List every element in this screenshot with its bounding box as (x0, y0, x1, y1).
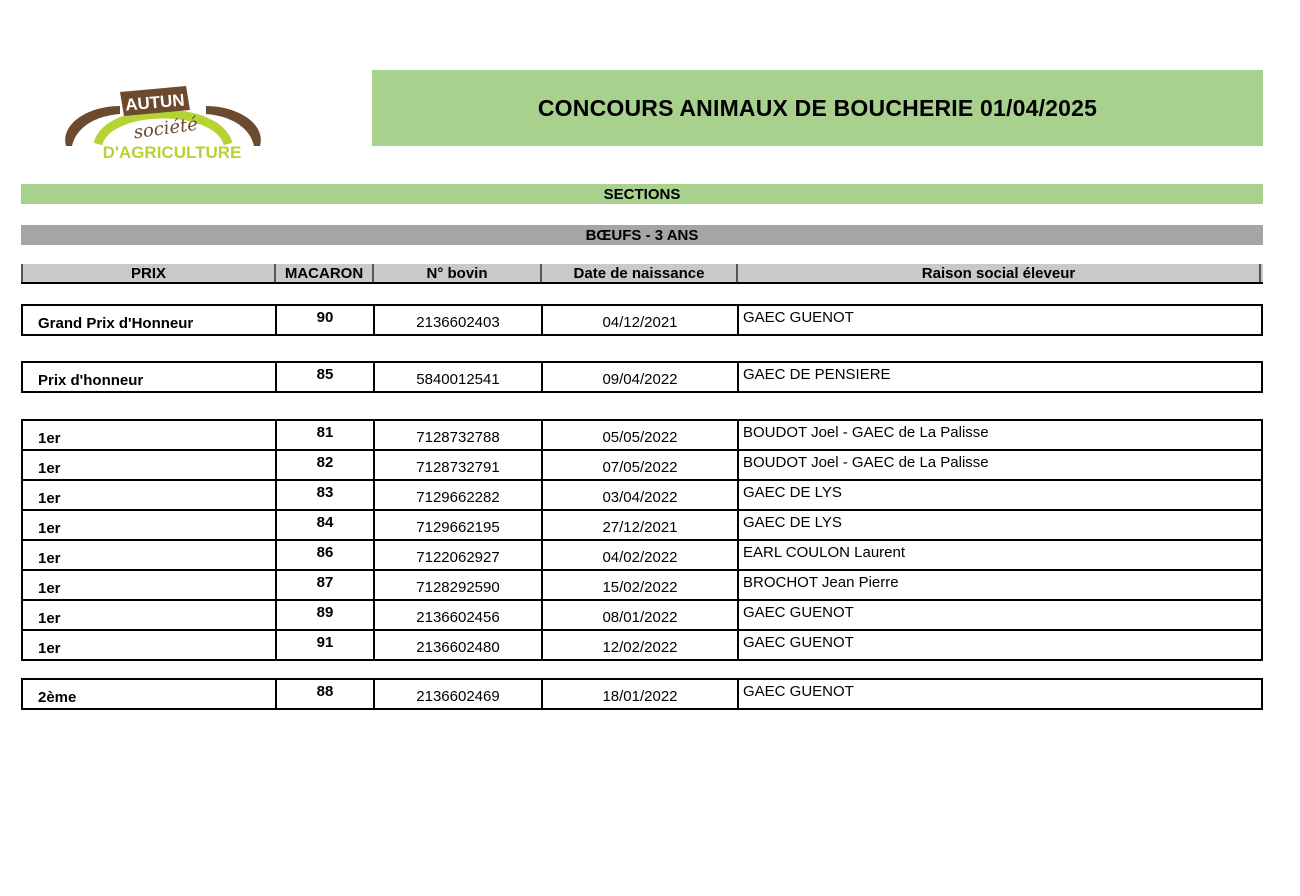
table-row (23, 539, 1261, 569)
category-bar: BŒUFS - 3 ANS (21, 225, 1263, 245)
cell-prix: 2ème (38, 689, 77, 706)
cell-bovin: 2136602480 (373, 631, 541, 659)
cell-date: 05/05/2022 (541, 421, 737, 449)
cell-raison: GAEC GUENOT (737, 680, 1261, 708)
cell-macaron: 83 (275, 481, 373, 509)
cell-date: 12/02/2022 (541, 631, 737, 659)
cell-raison: GAEC DE PENSIERE (737, 363, 1261, 391)
result-group (21, 361, 1263, 393)
header-raison: Raison social éleveur (736, 264, 1261, 282)
table-row (23, 509, 1261, 539)
cell-macaron: 89 (275, 601, 373, 629)
table-header (21, 264, 1263, 284)
cell-raison: BOUDOT Joel - GAEC de La Palisse (737, 421, 1261, 449)
cell-date: 03/04/2022 (541, 481, 737, 509)
cell-macaron: 85 (275, 363, 373, 391)
cell-raison: GAEC DE LYS (737, 511, 1261, 539)
table-row (23, 363, 1261, 391)
cell-bovin: 7129662195 (373, 511, 541, 539)
cell-bovin: 7122062927 (373, 541, 541, 569)
cell-bovin: 7129662282 (373, 481, 541, 509)
cell-prix: 1er (38, 640, 61, 657)
cell-date: 04/12/2021 (541, 306, 737, 334)
table-row (23, 629, 1261, 659)
logo (58, 84, 268, 164)
cell-raison: GAEC GUENOT (737, 631, 1261, 659)
logo-bottom-text: D'AGRICULTURE (102, 143, 242, 162)
table-row (23, 449, 1261, 479)
cell-prix: Grand Prix d'Honneur (38, 315, 194, 332)
cell-prix: 1er (38, 490, 61, 507)
logo-script-text: société (132, 113, 200, 144)
table-row (23, 569, 1261, 599)
cell-prix: Prix d'honneur (38, 372, 144, 389)
cell-macaron: 82 (275, 451, 373, 479)
cell-date: 04/02/2022 (541, 541, 737, 569)
header-bovin: N° bovin (372, 264, 540, 282)
cell-raison: EARL COULON Laurent (737, 541, 1261, 569)
cell-date: 15/02/2022 (541, 571, 737, 599)
cell-prix: 1er (38, 430, 61, 447)
header-prix: PRIX (21, 264, 274, 282)
logo-top-text: AUTUN (124, 90, 186, 115)
table-row (23, 599, 1261, 629)
cell-macaron: 86 (275, 541, 373, 569)
cell-raison: GAEC GUENOT (737, 306, 1261, 334)
cell-prix: 1er (38, 580, 61, 597)
cell-bovin: 2136602403 (373, 306, 541, 334)
cell-prix: 1er (38, 550, 61, 567)
cell-raison: GAEC GUENOT (737, 601, 1261, 629)
cell-raison: GAEC DE LYS (737, 481, 1261, 509)
cell-bovin: 7128732791 (373, 451, 541, 479)
cell-prix: 1er (38, 460, 61, 477)
cell-macaron: 90 (275, 306, 373, 334)
cell-bovin: 5840012541 (373, 363, 541, 391)
cell-macaron: 87 (275, 571, 373, 599)
cell-raison: BOUDOT Joel - GAEC de La Palisse (737, 451, 1261, 479)
table-row (23, 306, 1261, 334)
sections-bar: SECTIONS (21, 184, 1263, 204)
result-group (21, 419, 1263, 661)
result-group (21, 304, 1263, 336)
cell-prix: 1er (38, 520, 61, 537)
cell-bovin: 2136602456 (373, 601, 541, 629)
cell-bovin: 2136602469 (373, 680, 541, 708)
cell-macaron: 91 (275, 631, 373, 659)
cell-prix: 1er (38, 610, 61, 627)
cell-bovin: 7128292590 (373, 571, 541, 599)
result-group (21, 678, 1263, 710)
table-row (23, 421, 1261, 449)
cell-date: 07/05/2022 (541, 451, 737, 479)
cell-date: 09/04/2022 (541, 363, 737, 391)
header-macaron: MACARON (274, 264, 372, 282)
cell-bovin: 7128732788 (373, 421, 541, 449)
page-title: CONCOURS ANIMAUX DE BOUCHERIE 01/04/2025 (372, 70, 1263, 146)
cell-raison: BROCHOT Jean Pierre (737, 571, 1261, 599)
table-row (23, 479, 1261, 509)
table-row (23, 680, 1261, 708)
cell-macaron: 81 (275, 421, 373, 449)
cell-date: 18/01/2022 (541, 680, 737, 708)
cell-date: 27/12/2021 (541, 511, 737, 539)
cell-macaron: 84 (275, 511, 373, 539)
cell-date: 08/01/2022 (541, 601, 737, 629)
cell-macaron: 88 (275, 680, 373, 708)
header-date: Date de naissance (540, 264, 736, 282)
